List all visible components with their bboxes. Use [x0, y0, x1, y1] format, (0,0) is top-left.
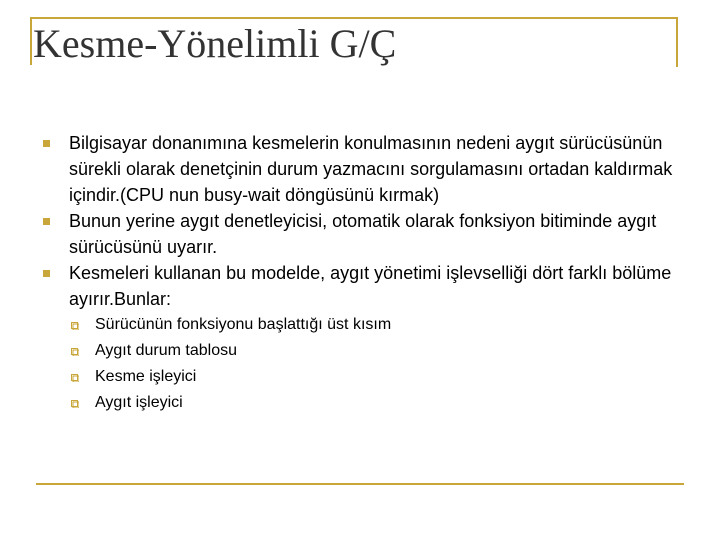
sub-bullet-item: [69, 390, 680, 416]
bullet-list: [40, 130, 680, 416]
frame-bottom-line: [36, 483, 684, 485]
frame-right-line: [676, 17, 678, 67]
slide-title: Kesme-Yönelimli G/Ç: [33, 22, 400, 66]
frame-top-line: [30, 17, 678, 19]
hollow-box-bullet-icon: [71, 348, 79, 356]
bullet-item: [40, 260, 680, 416]
sub-bullet-text: Aygıt durum tablosu: [95, 342, 238, 359]
square-bullet-icon: [43, 140, 50, 147]
sub-bullet-item: [69, 312, 680, 338]
bullet-item: [40, 208, 680, 260]
square-bullet-icon: [43, 218, 50, 225]
sub-bullet-text: Aygıt işleyici: [95, 394, 183, 411]
sub-bullet-list: [69, 312, 680, 416]
sub-bullet-item: [69, 364, 680, 390]
hollow-box-bullet-icon: [71, 374, 79, 382]
sub-bullet-text: Kesme işleyici: [95, 368, 197, 385]
bullet-text: Bilgisayar donanımına kesmelerin konulmasının nedeni aygıt sürücüsünün sürekli olarak denetçinin durum yazmacını sorgulamasını ortadan kaldırmak içindir.(CPU nun busy-wait döngüsünü kırmak): [69, 133, 673, 205]
hollow-box-bullet-icon: [71, 322, 79, 330]
sub-bullet-text: Sürücünün fonksiyonu başlattığı üst kısım: [95, 316, 392, 333]
bullet-text: Bunun yerine aygıt denetleyicisi, otomatik olarak fonksiyon bitiminde aygıt sürücüsünü uyarır.: [69, 211, 657, 257]
sub-bullet-item: [69, 338, 680, 364]
bullet-item: [40, 130, 680, 208]
bullet-text: Kesmeleri kullanan bu modelde, aygıt yönetimi işlevselliği dört farklı bölüme ayırır.Bunlar:: [69, 263, 672, 309]
hollow-box-bullet-icon: [71, 400, 79, 408]
square-bullet-icon: [43, 270, 50, 277]
frame-left-line: [30, 17, 32, 65]
slide-content: [40, 130, 680, 416]
